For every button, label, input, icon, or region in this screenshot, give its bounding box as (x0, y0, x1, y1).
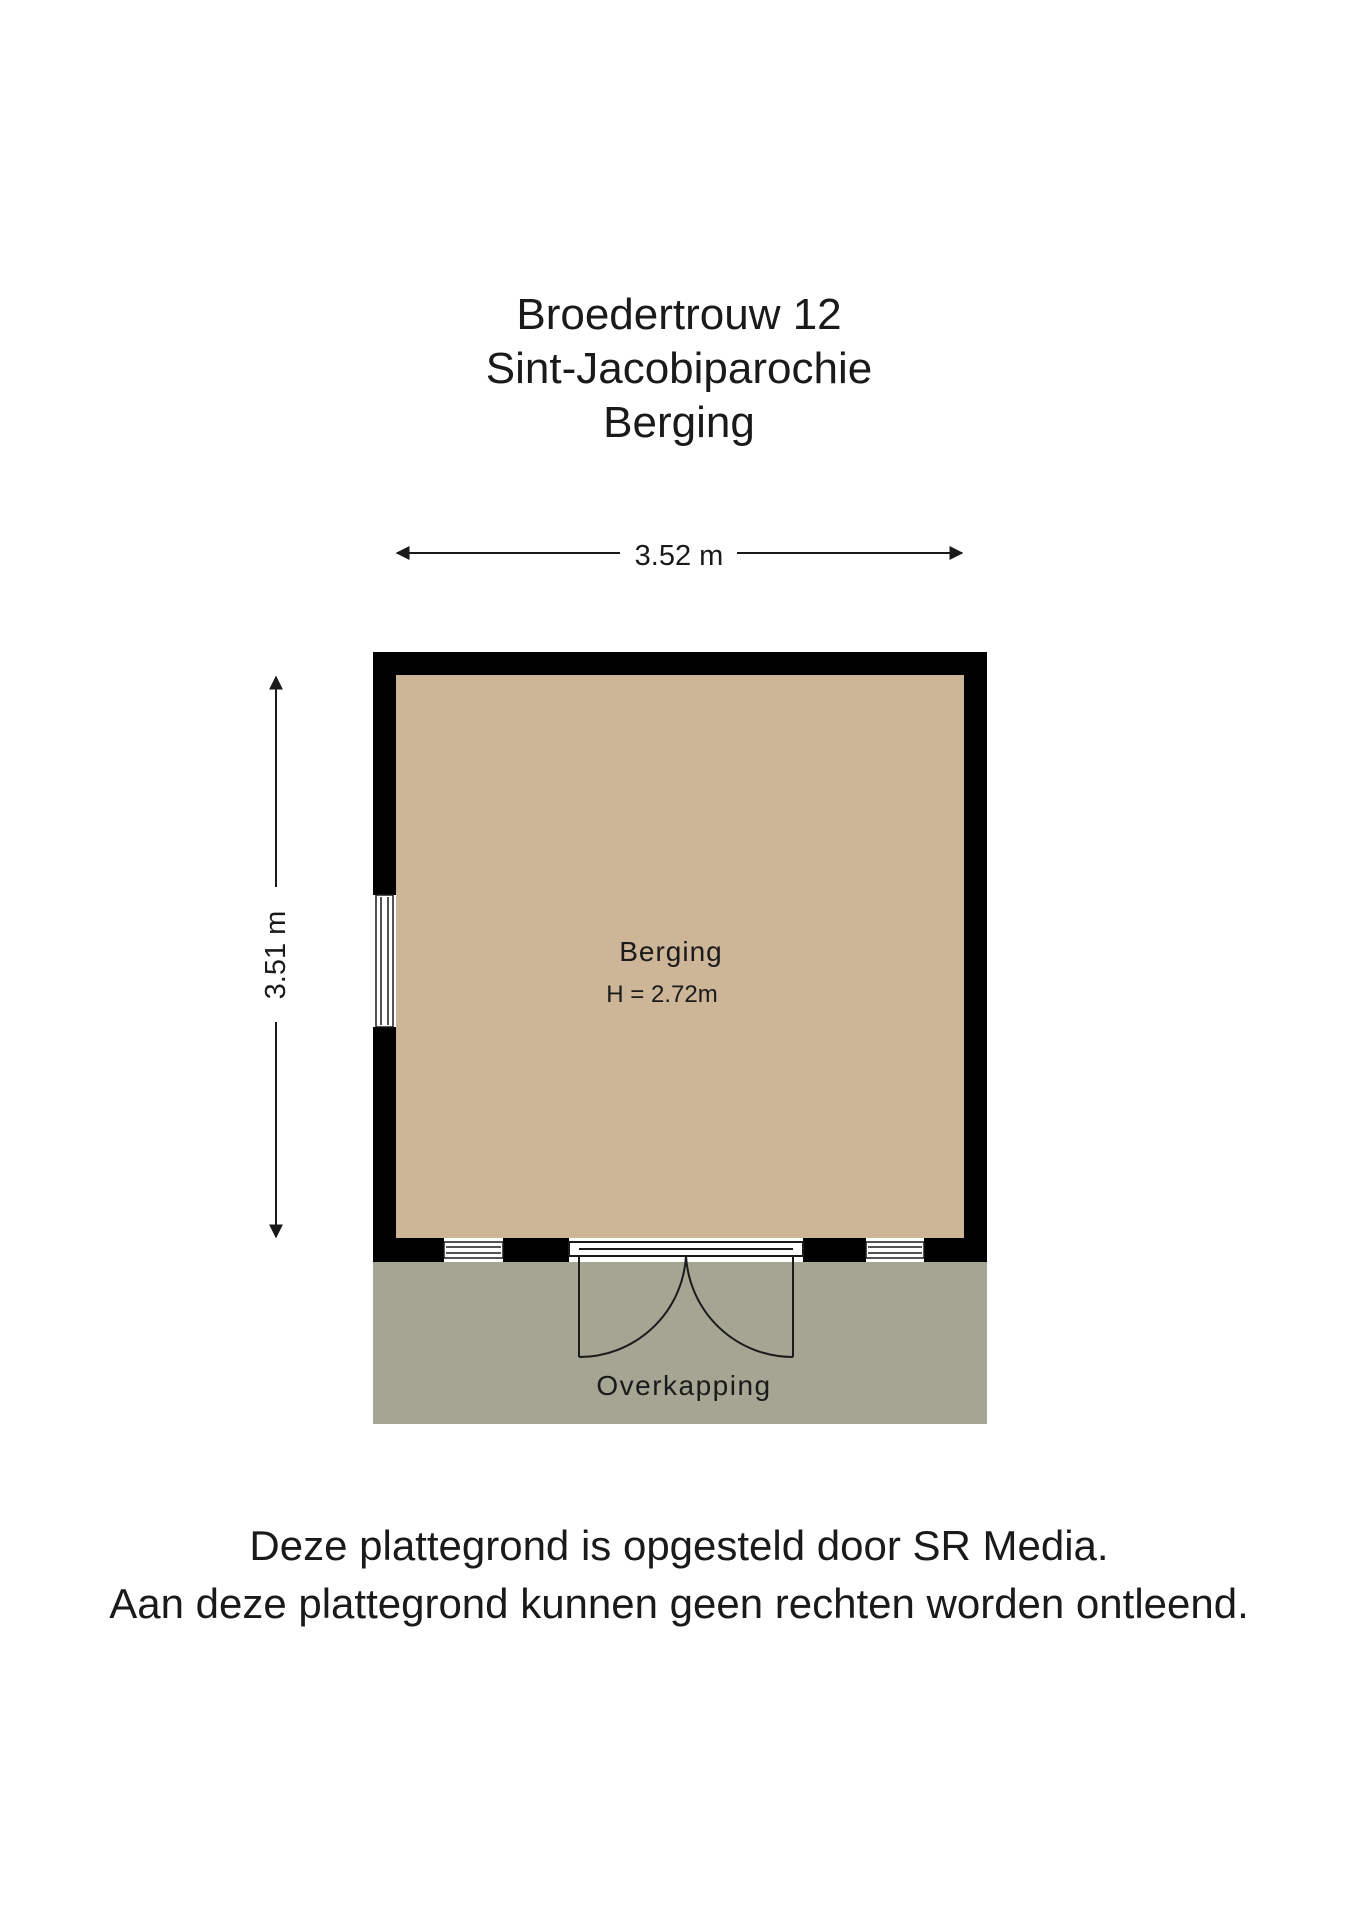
wall-left-upper (373, 652, 396, 895)
floor-title: Berging (603, 398, 755, 447)
window-bottom-right (866, 1242, 924, 1258)
city-title: Sint-Jacobiparochie (485, 344, 873, 393)
room-label-storage: Berging (619, 936, 723, 967)
address-title: Broedertrouw 12 (516, 290, 842, 339)
room-ceiling-height: H = 2.72m (606, 981, 718, 1008)
disclaimer-line-2: Aan deze plattegrond kunnen geen rechten worden ontleend. (109, 1580, 1249, 1627)
wall-right (964, 652, 987, 1262)
wall-top (373, 652, 987, 675)
room-label-canopy: Overkapping (596, 1370, 772, 1401)
disclaimer-line-1: Deze plattegrond is opgesteld door SR Media. (249, 1522, 1109, 1569)
disclaimer (0, 1517, 1358, 1633)
dimension-width (397, 540, 962, 572)
wall-bottom-4 (924, 1238, 987, 1262)
dimension-width-label: 3.52 m (634, 540, 724, 572)
window-left (376, 895, 393, 1027)
wall-bottom-2 (503, 1238, 569, 1262)
window-bottom-left (444, 1242, 503, 1258)
dimension-height-label: 3.51 m (260, 910, 292, 1000)
wall-bottom-3 (803, 1238, 866, 1262)
dimension-height (260, 677, 292, 1237)
wall-left-lower (373, 1027, 396, 1262)
wall-bottom-1 (373, 1238, 444, 1262)
